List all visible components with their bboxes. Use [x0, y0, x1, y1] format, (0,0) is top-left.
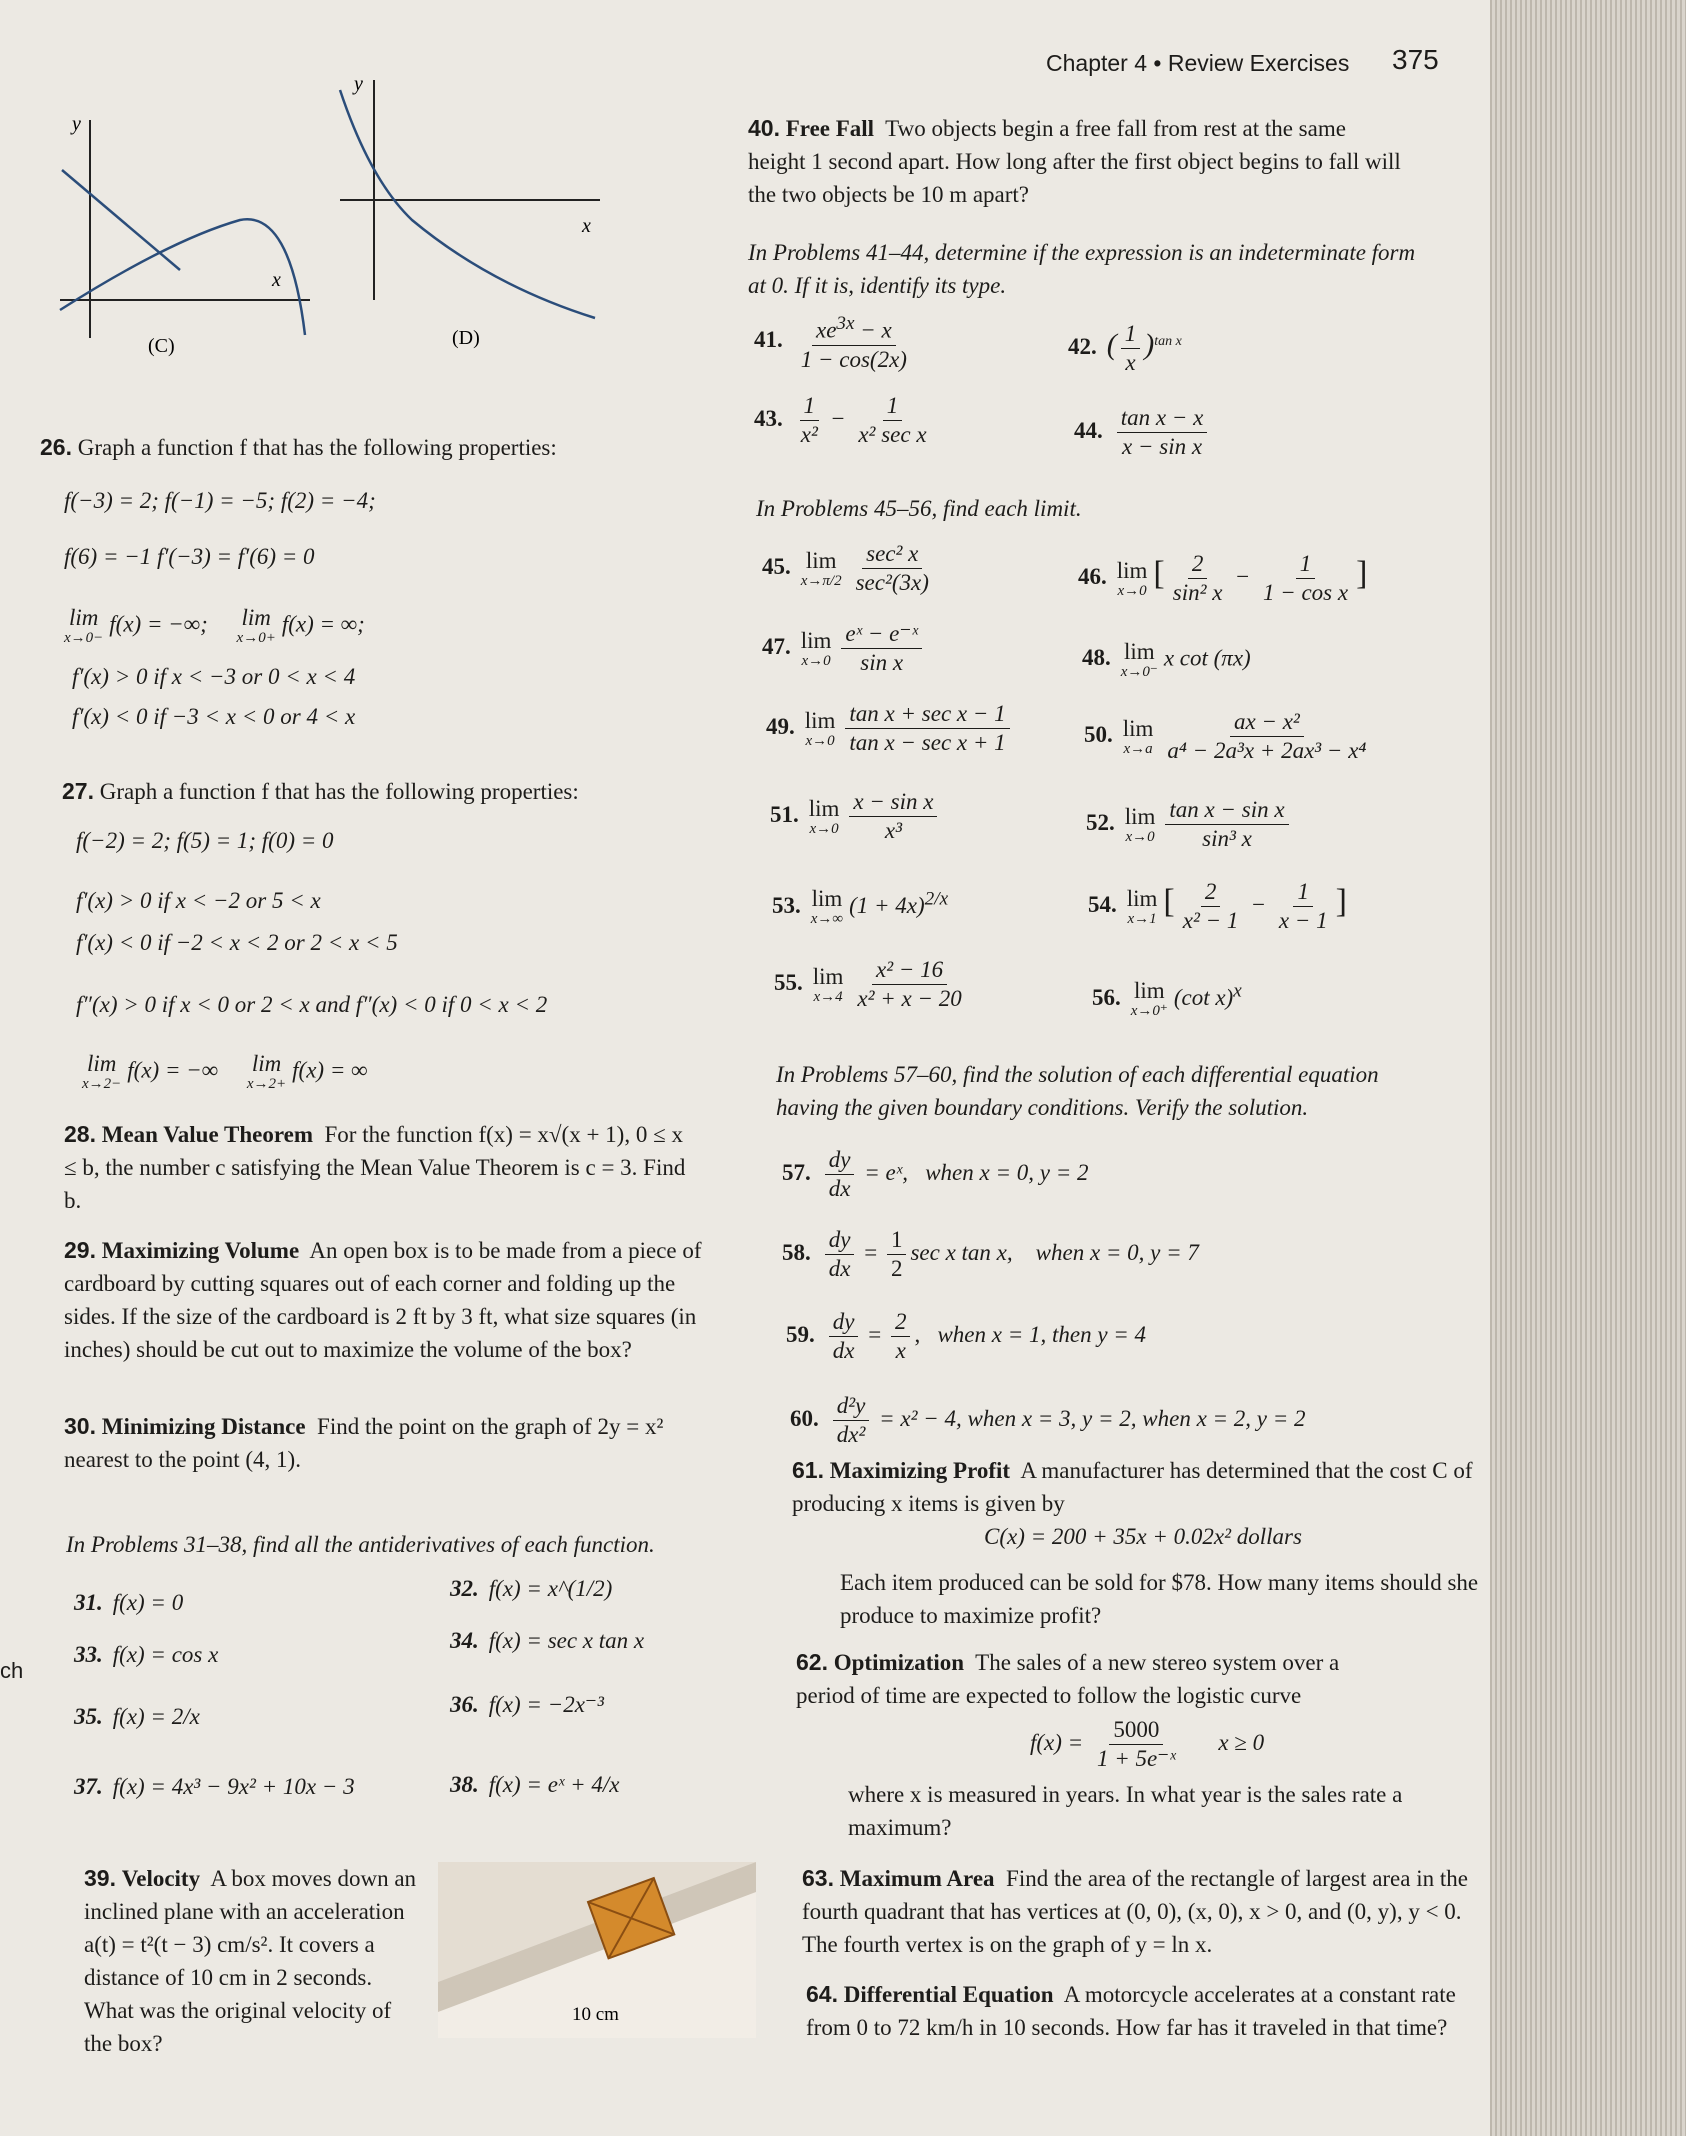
problem-64-text: A motorcycle accelerates at a constant rate from 0 to 72 km/h in 10 seconds. How far has it traveled in that time?: [806, 1982, 1456, 2040]
problem-26-line5: f′(x) < 0 if −3 < x < 0 or 4 < x: [72, 704, 356, 729]
problem-59-number: 59.: [786, 1321, 815, 1347]
problem-52-number: 52.: [1086, 809, 1115, 835]
problem-26-line2: f(6) = −1 f′(−3) = f′(6) = 0: [64, 544, 315, 569]
problem-61-formula: C(x) = 200 + 35x + 0.02x² dollars: [984, 1524, 1302, 1549]
problem-60-condition: when x = 3, y = 2, when x = 2, y = 2: [967, 1405, 1306, 1431]
problem-57-number: 57.: [782, 1159, 811, 1185]
problem-29-text: An open box is to be made from a piece of cardboard by cutting squares out of each corner and folding up the sides. If the size of the cardboard is 2 ft by 3 ft, what size squares (in inches) should be cut out to maximize the volume of the box?: [64, 1238, 702, 1362]
graph-d-x-label: x: [582, 215, 591, 237]
problem-61-text2: Each item produced can be sold for $78. How many items should she produce to maximize profit?: [840, 1570, 1479, 1628]
problem-26-lim2-sub: x→0+: [236, 630, 276, 646]
problem-63-text: Find the area of the rectangle of largest area in the fourth quadrant that has vertices at (0, 0), (x, 0), x > 0, and (0, y), y < 0. The fourth vertex is on the graph of y = ln x.: [802, 1866, 1468, 1957]
problem-39-title: Velocity: [121, 1866, 201, 1891]
problem-38-number: 38.: [450, 1772, 479, 1797]
problem-41-number: 41.: [754, 327, 783, 353]
problem-27-lim2: lim: [251, 1051, 282, 1076]
curve-c: [60, 219, 305, 335]
problem-44-number: 44.: [1074, 417, 1103, 443]
textbook-page: Chapter 4 • Review Exercises 375 y x (C) y x (D) 26. Graph a function f that has the following properties: f(−3) = 2; f(−1) = −5; f(2) = −4; f(6) = −1 f′(−3) = f′(6) = 0 lim x→0− f(x) = −∞; lim x→0+ f(x) = ∞; f′(x) > 0 if x < −3 or 0 < x < 4 f′(x) < 0 if −3 < x < 0 or 4 < x 27. Graph a function f that has the following properties: f(−2) = 2; f(5) = 1; f(0) = 0 f′(x) > 0 if x < −2 or 5 < x f′(x) < 0 if −2 < x < 2 or 2 < x < 5 f″(x) > 0 if x < 0 or 2 < x and f″(x) < 0 if 0 < x < 2 lim x→2− f(x) = −∞ lim x→2+ f(x) = ∞ 28. Mean Value Theorem For the function f(x) = x√(x + 1), 0 ≤ x ≤ b, the number c satisfying the Mean Value Theorem is c = 3. Find b. 29. Maximizing Volume An open box is to be made from a piece of cardboard by cutting squares out of each corner and folding up the sides. If the size of the cardboard is 2 ft by 3 ft, what size squares (in inches) should be cut out to maximize the volume of the box? 30. Minimizing Distance Find the point on the graph of 2y = x² nearest to the point (4, 1). In Problems 31–38, find all the antiderivatives of each function. 31. f(x) = 0 32. f(x) = x^(1/2) 33. f(x) = cos x 34. f(x) = sec x tan x 35. f(x) = 2/x 36. f(x) = −2x⁻³ 37. f(x) = 4x³ − 9x² + 10x − 3 38. f(x) = eˣ + 4/x 39. Velocity A box moves down an inclined plane with an acceleration a(t) = t²(t − 3) cm/s². It covers a distance of 10 cm in 2 seconds. What was the original velocity of the box? 10 cm 40. Free Fall Two objects begin a free fall from rest at the same height 1 second apart. How long after the first object begins to fall will the two objects be 10 m apart? In Problems 41–44, determine if the expression is an indeterminate form at 0. If it is, identify its type. 41. $\frac{xe^{3x} - x}{1 - \cos(2x)}$ 42. ( $\frac{1}{x}$ )$^{tan x}$ 43. $\frac{1}{\text{x²}}$ − $\frac{1}{\text{x² sec x}}$ 44. $\frac{\text{tan x − x}}{\text{x − sin x}}$ In Problems 45–56, find each limit. 45. lim x→π/2 $\frac{\text{sec² x}}{\text{sec²(3x)}}$ 46. lim x→0 [ $\frac{2}{\text{sin² x}}$ − $\frac{1}{\text{1 − cos x}}$ ] 47. lim x→0 $\frac{\text{eˣ − e⁻ˣ}}{\text{sin x}}$ 48. lim x→0⁻ x cot (πx) 49. lim x→0 $\frac{\text{tan x + sec x − 1}}{\text{tan x − sec x + 1}}$ 50. lim x→a $\frac{\text{ax − x²}}{\text{a⁴ − 2a³x + 2ax³ − x⁴}}$ 51. lim x→0 $\frac{\text{x − sin x}}{\text{x³}}$ 52. lim x→0 $\frac{\text{tan x − sin x}}{\text{sin³ x}}$ 53. lim x→∞ $(1 + 4x)^{2/x}$ 54. lim x→1 [ $\frac{2}{\text{x² − 1}}$ − $\frac{1}{x - 1}$ ] 55. lim x→4 $\frac{\text{x² − 16}}{\text{x² + x − 20}}$ 56. lim x→0⁺ (cot x)$^x$ In Problems 57–60, find the solution of each differential equation having the given boundary conditions. Verify the solution. 57. $\frac{dy}{dx}$ = eˣ, when x = 0, y = 2 58. $\frac{dy}{dx}$ = $\frac{1}{2}$ sec x tan x, when x = 0, y = 7 59. $\frac{dy}{dx}$ = $\frac{2}{x}$ , when x = 1, then y = 4 60. $\frac{\text{d²y}}{\text{dx²}}$ = x² − 4, when x = 3, y = 2, when x = 2, y = 2 61. Maximizing Profit A manufacturer has determined that the cost C of producing x items is given by C(x) = 200 + 35x + 0.02x² dollars Each item produced can be sold for $78. How many items should she produce to maximize profit? 62. Optimization The sales of a new stereo system over a period of time are expected to follow the logistic curve f(x) = $\frac{5000}{\text{1 + 5e⁻ˣ}}$ x ≥ 0 where x is measured in years. In what year is the sales rate a maximum? 63. Maximum Area Find the area of the rectangle of largest area in the fourth quadrant that has vertices at (0, 0), (x, 0), x > 0, and (0, y), y < 0. The fourth vertex is on the graph of y = ln x. 64. Differential Equation A motorcycle accelerates at a constant rate from 0 to 72 km/h in 10 seconds. How far has it traveled in that time?: [0, 0, 1490, 2136]
problem-27-title: Graph a function f that has the following properties:: [99, 779, 579, 804]
inclined-plane-figure: [438, 1862, 756, 2038]
problem-26-line4: f′(x) > 0 if x < −3 or 0 < x < 4: [72, 664, 356, 689]
problem-31-number: 31.: [74, 1590, 103, 1615]
problem-61-title: Maximizing Profit: [829, 1458, 1011, 1483]
problem-61: [792, 1454, 1482, 1520]
problem-50-number: 50.: [1084, 721, 1113, 747]
problem-62-formula-num: 5000: [1109, 1716, 1163, 1745]
problem-27-lim2-rest: f(x) = ∞: [292, 1057, 368, 1083]
problem-27-line4: f″(x) > 0 if x < 0 or 2 < x and f″(x) < 0 if 0 < x < 2: [76, 992, 548, 1017]
problem-49-number: 49.: [766, 713, 795, 739]
problems-45-56-intro: In Problems 45–56, find each limit.: [756, 496, 1082, 521]
graph-d: [340, 73, 600, 349]
problem-36-number: 36.: [450, 1692, 479, 1717]
page-edges: [1490, 0, 1686, 2136]
problem-62-formula-den: 1 + 5e⁻ˣ: [1096, 1746, 1176, 1771]
problem-63: [802, 1862, 1490, 1961]
problem-63-number: 63.: [802, 1865, 834, 1891]
problem-26-title: Graph a function f that has the following properties:: [77, 435, 557, 460]
graph-d-label: (D): [452, 327, 480, 349]
problems-57-60-intro: In Problems 57–60, find the solution of each differential equation having the given boundary conditions. Verify the solution.: [776, 1062, 1379, 1120]
problem-26-lim1: lim: [68, 605, 99, 630]
problem-61-text1: A manufacturer has determined that the cost C of producing x items is given by: [792, 1458, 1473, 1516]
problem-47-number: 47.: [762, 633, 791, 659]
problem-35-expr: f(x) = 2/x: [112, 1704, 200, 1729]
problem-30-number: 30.: [64, 1413, 96, 1439]
problem-57-condition: when x = 0, y = 2: [925, 1159, 1089, 1185]
problem-43-number: 43.: [754, 405, 783, 431]
problem-37-expr: f(x) = 4x³ − 9x² + 10x − 3: [112, 1774, 355, 1799]
graph-c-label: (C): [148, 335, 175, 357]
problem-27-line3: f′(x) < 0 if −2 < x < 2 or 2 < x < 5: [76, 930, 398, 955]
problem-28-title: Mean Value Theorem: [101, 1122, 314, 1147]
problem-33-expr: f(x) = cos x: [112, 1642, 219, 1667]
problem-29: [64, 1234, 724, 1366]
problem-53-number: 53.: [772, 892, 801, 918]
graph-c: [60, 113, 310, 357]
problem-48-number: 48.: [1082, 645, 1111, 671]
problem-30-text: Find the point on the graph of 2y = x² nearest to the point (4, 1).: [64, 1414, 664, 1472]
problem-62: [796, 1646, 1396, 1712]
problem-28: [64, 1118, 694, 1217]
problem-58-number: 58.: [782, 1239, 811, 1265]
graphs-c-d: [40, 60, 620, 360]
graph-c-y-label: y: [72, 113, 81, 135]
problem-30: [64, 1410, 724, 1476]
problem-62-title: Optimization: [833, 1650, 965, 1675]
problem-28-text: For the function f(x) = x√(x + 1), 0 ≤ x ≤ b, the number c satisfying the Mean Value Theorem is c = 3. Find b.: [64, 1122, 686, 1213]
problem-55-number: 55.: [774, 969, 803, 995]
margin-mark: ch: [0, 1658, 24, 1683]
problem-61-number: 61.: [792, 1457, 824, 1483]
problem-26-lim1-rest: f(x) = −∞;: [109, 611, 208, 637]
problem-58-condition: when x = 0, y = 7: [1035, 1239, 1199, 1265]
problem-27-line1: f(−2) = 2; f(5) = 1; f(0) = 0: [76, 828, 334, 853]
graph-c-x-label: x: [272, 269, 281, 291]
problem-35-number: 35.: [74, 1704, 103, 1729]
problem-27-lim2-sub: x→2+: [246, 1076, 287, 1092]
problem-39: [84, 1862, 424, 2060]
problem-27-lim1: lim: [86, 1051, 117, 1076]
problem-56-number: 56.: [1092, 984, 1121, 1010]
problem-29-number: 29.: [64, 1237, 96, 1263]
problem-62-domain: x ≥ 0: [1218, 1729, 1265, 1755]
problem-40: [748, 112, 1408, 211]
problem-64-number: 64.: [806, 1981, 838, 2007]
problem-34-number: 34.: [450, 1628, 479, 1653]
problem-45-number: 45.: [762, 553, 791, 579]
figure-distance-label: 10 cm: [572, 2004, 619, 2025]
problem-32-number: 32.: [450, 1576, 479, 1601]
problem-32-expr: f(x) = x^(1/2): [488, 1576, 613, 1601]
problem-31-expr: f(x) = 0: [112, 1590, 184, 1615]
problem-26-lim1-sub: x→0−: [64, 630, 104, 646]
problem-36-expr: f(x) = −2x⁻³: [488, 1692, 604, 1717]
chapter-header: Chapter 4 • Review Exercises: [1046, 50, 1350, 76]
page-number: 375: [1392, 44, 1439, 75]
problem-60-number: 60.: [790, 1405, 819, 1431]
problem-33-number: 33.: [74, 1642, 103, 1667]
problem-27-line2: f′(x) > 0 if x < −2 or 5 < x: [76, 888, 321, 913]
problem-34-expr: f(x) = sec x tan x: [488, 1628, 645, 1653]
problem-59-condition: when x = 1, then y = 4: [937, 1321, 1147, 1347]
problem-42-number: 42.: [1068, 333, 1097, 359]
problem-26-lim2-rest: f(x) = ∞;: [281, 611, 365, 637]
problem-26-line1: f(−3) = 2; f(−1) = −5; f(2) = −4;: [64, 488, 376, 513]
graph-d-y-label: y: [354, 73, 363, 95]
problem-26-lim2: lim: [241, 605, 271, 630]
problem-62-number: 62.: [796, 1649, 828, 1675]
problem-29-title: Maximizing Volume: [101, 1238, 300, 1263]
problem-40-number: 40.: [748, 115, 780, 141]
problem-54-number: 54.: [1088, 891, 1117, 917]
curve-d: [340, 90, 595, 318]
problem-27-number: 27.: [62, 778, 94, 804]
problem-64: [806, 1978, 1490, 2044]
problem-39-number: 39.: [84, 1865, 116, 1891]
problem-39-text: A box moves down an inclined plane with an acceleration a(t) = t²(t − 3) cm/s². It covers a distance of 10 cm in 2 seconds. What was the original velocity of the box?: [84, 1866, 417, 2056]
problem-37-number: 37.: [74, 1774, 103, 1799]
problem-63-title: Maximum Area: [839, 1866, 995, 1891]
problem-27-lim1-rest: f(x) = −∞: [127, 1057, 219, 1083]
problem-62-text2: where x is measured in years. In what year is the sales rate a maximum?: [848, 1782, 1403, 1840]
problems-31-38-intro: In Problems 31–38, find all the antiderivatives of each function.: [66, 1532, 655, 1557]
problem-40-title: Free Fall: [785, 116, 875, 141]
problems-41-44-intro: In Problems 41–44, determine if the expression is an indeterminate form at 0. If it is, identify its type.: [748, 240, 1416, 298]
problem-26-number: 26.: [40, 434, 72, 460]
problem-30-title: Minimizing Distance: [101, 1414, 306, 1439]
problem-28-number: 28.: [64, 1121, 96, 1147]
problem-64-title: Differential Equation: [843, 1982, 1054, 2007]
problem-62-text1: The sales of a new stereo system over a period of time are expected to follow the logistic curve: [796, 1650, 1340, 1708]
problem-51-number: 51.: [770, 801, 799, 827]
problem-27-lim1-sub: x→2−: [82, 1076, 122, 1092]
problem-46-number: 46.: [1078, 563, 1107, 589]
problem-40-text: Two objects begin a free fall from rest at the same height 1 second apart. How long after the first object begins to fall will the two objects be 10 m apart?: [748, 116, 1401, 207]
problem-38-expr: f(x) = eˣ + 4/x: [488, 1772, 620, 1797]
